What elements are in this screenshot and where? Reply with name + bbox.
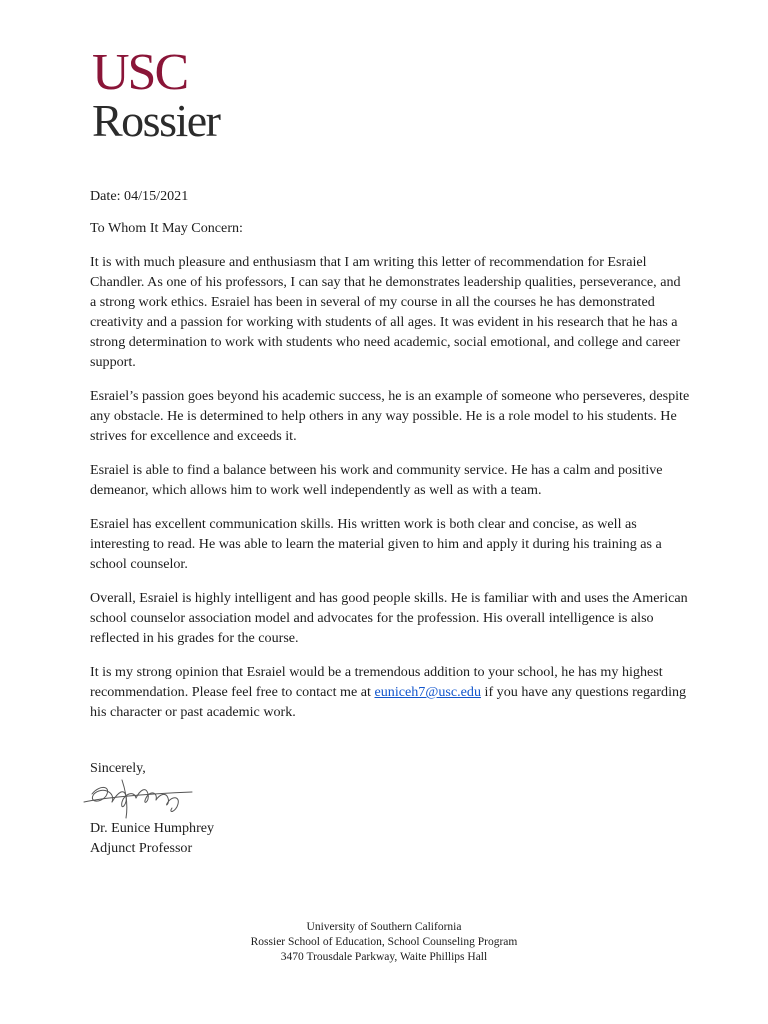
signer-title: Adjunct Professor — [90, 840, 193, 856]
letter-salutation: To Whom It May Concern: — [90, 220, 243, 236]
handwritten-signature — [82, 772, 212, 820]
paragraph-3: Esraiel is able to find a balance between his work and community service. He has a calm and positive demeanor, which allows him to work well independently as well as with a team. — [90, 462, 663, 498]
paragraph-6-before: It is my strong opinion that Esraiel would be a tremendous addition to your school, he has my highest recommendation. Please feel free to contact me at — [90, 664, 663, 700]
signer-block — [90, 818, 214, 858]
email-link[interactable]: euniceh7@usc.edu — [374, 684, 481, 700]
letter-closing: Sincerely, — [90, 760, 146, 776]
paragraph-6-after: if you have any questions regarding his character or past academic work. — [90, 684, 687, 720]
logo-usc-text: USC — [92, 44, 188, 101]
paragraph-5: Overall, Esraiel is highly intelligent and has good people skills. He is familiar with and uses the American school counselor association model and advocates for the profession. His overall intelligence is also reflected in his grades for the course. — [90, 590, 688, 646]
paragraph-2: Esraiel’s passion goes beyond his academic success, he is an example of someone who perseveres, despite any obstacle. He is determined to help others in any way possible. He is a role model to his students. He strives for excellence and exceeds it. — [90, 388, 690, 444]
signer-name: Dr. Eunice Humphrey — [90, 820, 215, 836]
letter-body — [90, 186, 690, 736]
paragraph-4: Esraiel has excellent communication skills. His written work is both clear and concise, as well as interesting to read. He was able to learn the material given to him and apply it during his training as a school counselor. — [90, 516, 662, 572]
letter-footer — [0, 920, 768, 965]
footer-line-1: University of Southern California — [306, 921, 462, 933]
logo-rossier-text: Rossier — [92, 95, 220, 146]
paragraph-1: It is with much pleasure and enthusiasm that I am writing this letter of recommendation for Esraiel Chandler. As one of his professors, I can say that he demonstrates leadership qualities, perseverance, and a strong work ethics. Esraiel has been in several of my course in all the courses he has demonstrated creativity and a passion for working with students of all ages. It was evident in his research that he has a strong determination to work with students who need academic, social emotional, and college and career support. — [90, 254, 681, 370]
paragraph-6 — [90, 662, 690, 722]
footer-line-3: 3470 Trousdale Parkway, Waite Phillips Hall — [280, 951, 488, 963]
letter-date: Date: 04/15/2021 — [90, 188, 189, 204]
footer-line-2: Rossier School of Education, School Counseling Program — [250, 936, 518, 948]
usc-rossier-logo — [92, 44, 220, 146]
